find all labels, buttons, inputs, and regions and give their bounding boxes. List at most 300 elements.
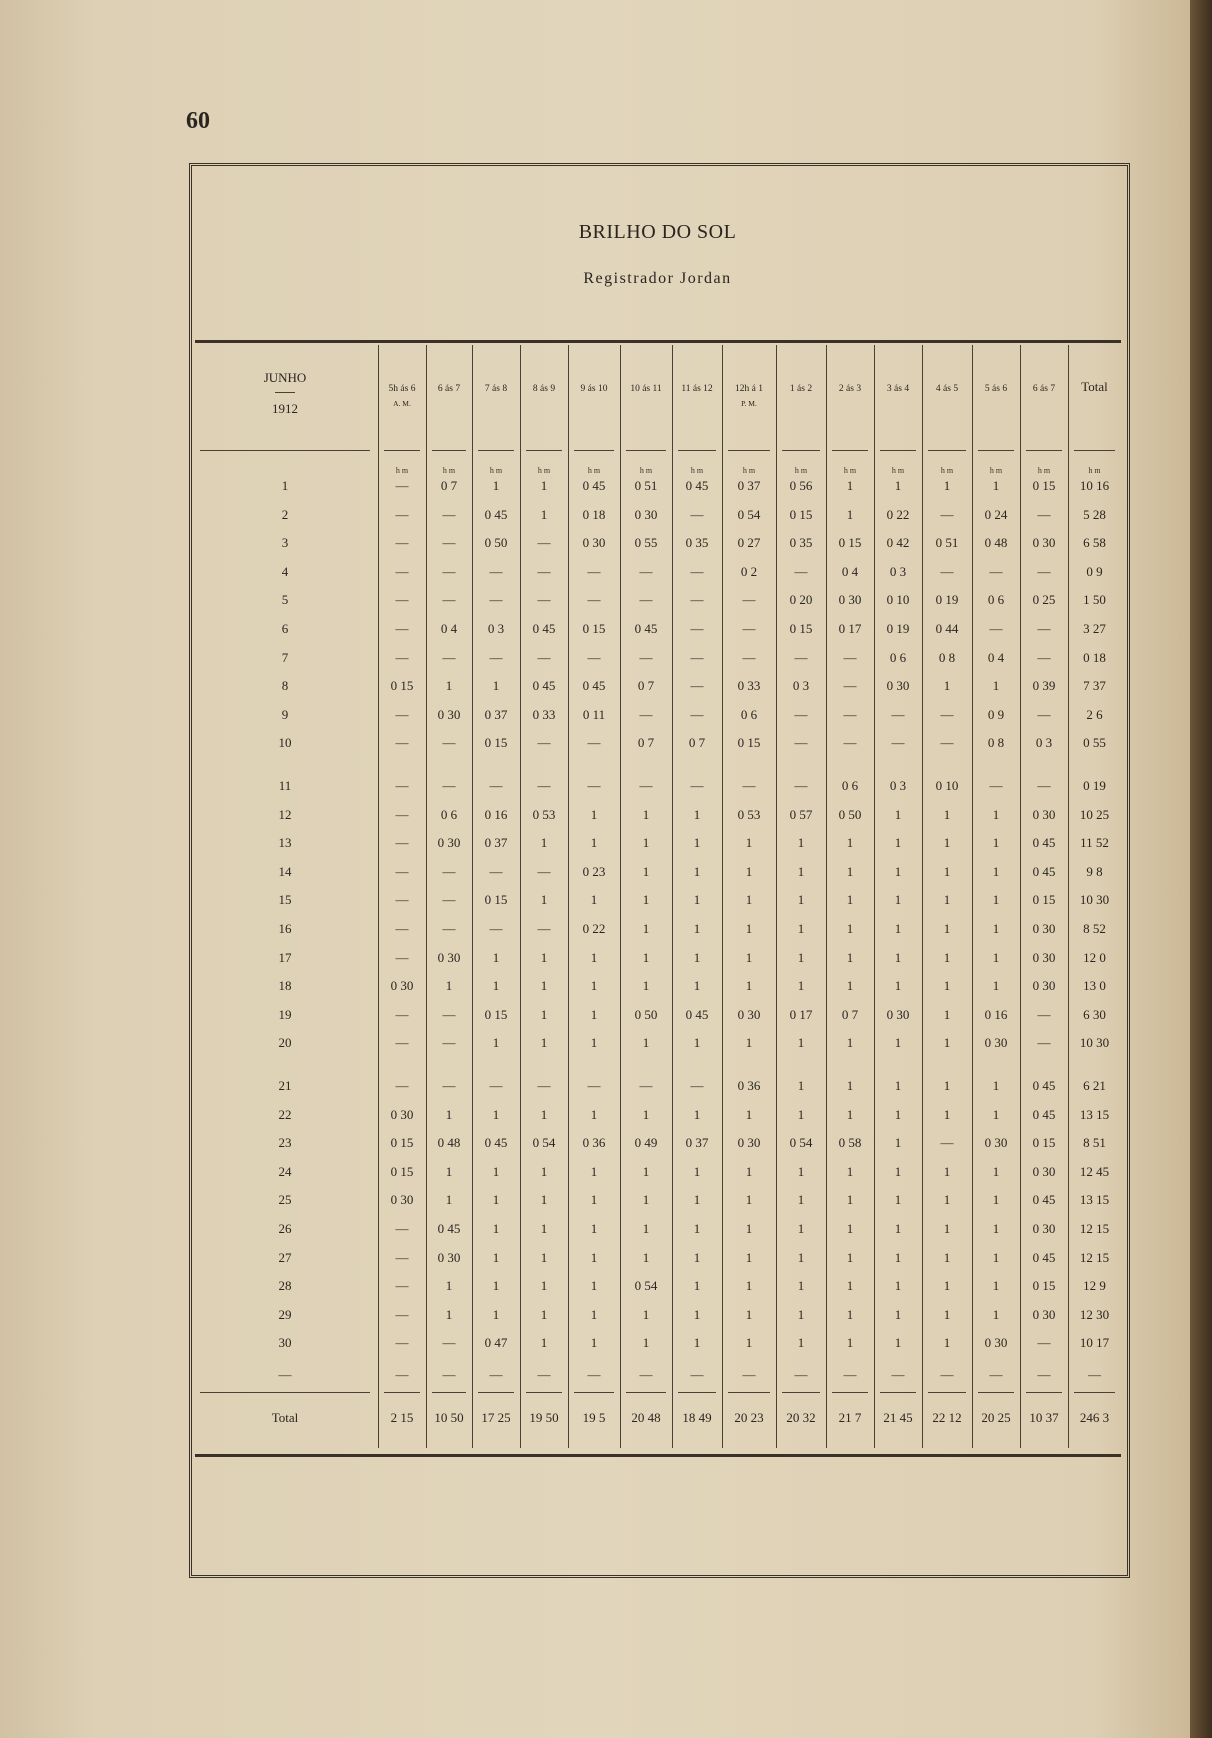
page-title: BRILHO DO SOL (578, 221, 737, 243)
column-header: 5 ás 6 (984, 384, 1008, 394)
table-cell: 1 (693, 1306, 701, 1322)
column-header: 8 ás 9 (532, 384, 556, 394)
table-cell: — (742, 592, 756, 608)
table-cell: 1 50 (1083, 592, 1106, 608)
table-cell: 1 (492, 1035, 500, 1051)
table-cell: — (690, 678, 704, 694)
table-cell: 0 30 (1032, 1163, 1056, 1179)
table-cell: 0 36 (582, 1135, 606, 1151)
table-cell: 1 (492, 978, 500, 994)
row-day: — (278, 1367, 292, 1382)
table-cell: 0 30 (737, 1006, 761, 1022)
table-cell: 1 (540, 478, 548, 493)
table-cell: 1 (492, 1249, 500, 1265)
header-rule (832, 450, 868, 451)
table-cell: 1 (642, 1192, 650, 1208)
table-cell: — (989, 621, 1003, 636)
table-cell: 6 30 (1083, 1006, 1106, 1022)
table-cell: 0 2 (740, 563, 758, 579)
table-cell: 0 30 (886, 1006, 910, 1022)
table-cell: — (690, 506, 704, 522)
table-cell: 1 (540, 1163, 548, 1179)
table-cell: 0 45 (437, 1221, 461, 1236)
table-cell: 0 53 (737, 806, 761, 822)
table-cell: 0 17 (789, 1006, 813, 1022)
table-cell: — (742, 649, 756, 665)
totals-cell: 21 7 (838, 1410, 862, 1425)
table-cell: 1 (492, 678, 500, 694)
table-cell: 0 15 (390, 1163, 414, 1179)
column-header: 10 ás 11 (630, 384, 662, 394)
table-cell: — (587, 1367, 601, 1382)
table-cell: 0 33 (737, 678, 761, 694)
table-cell: 1 (745, 978, 753, 994)
table-cell: 1 (797, 1221, 805, 1236)
table-cell: 1 (894, 863, 902, 879)
unit-label: h m (843, 466, 857, 475)
table-cell: 1 (943, 1006, 951, 1022)
row-day: 24 (278, 1163, 292, 1179)
table-cell: 11 52 (1080, 835, 1109, 851)
table-cell: 0 15 (582, 621, 606, 636)
table-cell: — (742, 1367, 756, 1382)
table-cell: 1 (745, 835, 753, 851)
table-cell: 1 (745, 1035, 753, 1051)
table-cell: 1 (846, 1221, 854, 1236)
table-cell: 1 (846, 1249, 854, 1265)
table-cell: 10 16 (1079, 478, 1110, 493)
unit-label: h m (690, 466, 704, 475)
column-header: 1 ás 2 (789, 384, 813, 394)
table-cell: 0 4 (987, 649, 1005, 665)
table-cell: 1 (943, 1192, 951, 1208)
row-day: 3 (281, 535, 289, 551)
table-cell: 0 16 (484, 806, 508, 822)
header-year: 1912 (272, 401, 298, 416)
row-day: 15 (278, 892, 292, 908)
header-rule (880, 450, 916, 451)
totals-cell: 22 12 (932, 1410, 962, 1425)
header-rule (574, 450, 614, 451)
table-cell: — (989, 1367, 1003, 1382)
table-cell: 0 51 (634, 478, 658, 493)
table-cell: 1 (992, 478, 1000, 493)
table-cell: 8 51 (1083, 1135, 1106, 1151)
table-cell: 1 (894, 806, 902, 822)
table-cell: — (794, 735, 808, 751)
table-cell: — (794, 1367, 808, 1382)
table-cell: — (442, 1078, 456, 1093)
table-cell: 0 4 (440, 621, 458, 636)
table-cell: 1 (797, 1278, 805, 1294)
table-cell: — (843, 735, 857, 751)
table-cell: 0 15 (789, 621, 813, 636)
table-cell: 1 (693, 1278, 701, 1294)
table-cell: 1 (943, 949, 951, 965)
table-cell: 0 24 (984, 506, 1008, 522)
table-cell: 0 6 (841, 778, 859, 793)
table-cell: 0 7 (440, 478, 458, 493)
table-cell: 9 8 (1086, 863, 1103, 879)
table-cell: 0 45 (1032, 1078, 1056, 1093)
table-cell: 1 (590, 835, 598, 851)
table-cell: 1 (642, 1249, 650, 1265)
table-cell: 0 30 (1032, 806, 1056, 822)
table-cell: — (940, 1367, 954, 1382)
table-cell: 1 (590, 1006, 598, 1022)
table-cell: 1 (445, 1192, 453, 1208)
totals-cell: 21 45 (883, 1410, 913, 1425)
table-cell: 1 (943, 1335, 951, 1351)
table-cell: 0 3 (487, 621, 505, 636)
table-cell: — (395, 1278, 409, 1294)
table-cell: 1 (745, 1306, 753, 1322)
table-cell: 0 44 (935, 621, 959, 636)
totals-rule (678, 1392, 716, 1393)
table-cell: 0 45 (1032, 1106, 1056, 1122)
table-cell: 0 8 (938, 649, 956, 665)
unit-label: h m (1088, 466, 1101, 475)
table-cell: 3 27 (1083, 621, 1106, 636)
table-cell: 1 (797, 1078, 805, 1093)
book-spine (1190, 0, 1212, 1738)
table-cell: — (537, 735, 551, 751)
table-cell: 0 30 (886, 678, 910, 694)
table-cell: — (489, 1367, 503, 1382)
table-cell: 1 (693, 863, 701, 879)
table-cell: 1 (943, 1078, 951, 1093)
totals-cell: 20 32 (786, 1410, 816, 1425)
table-cell: 0 7 (637, 735, 655, 751)
table-cell: 1 (992, 1192, 1000, 1208)
table-cell: 1 (745, 1221, 753, 1236)
header-rule (1026, 450, 1062, 451)
table-cell: — (395, 478, 409, 493)
table-cell: — (395, 921, 409, 936)
table-cell: 1 (492, 1306, 500, 1322)
row-day: 17 (278, 949, 292, 965)
header-rule (432, 450, 466, 451)
table-cell: — (395, 563, 409, 579)
table-cell: 0 18 (1083, 649, 1106, 665)
table-cell: — (1037, 1335, 1051, 1351)
table-cell: 1 (540, 949, 548, 965)
totals-rule (200, 1392, 370, 1393)
table-cell: 1 (445, 1306, 453, 1322)
row-day: 23 (278, 1135, 292, 1151)
table-cell: — (442, 892, 456, 908)
table-cell: — (1037, 649, 1051, 665)
unit-label: h m (891, 466, 905, 475)
table-cell: — (1037, 1006, 1051, 1022)
header-rule (200, 450, 370, 451)
table-cell: 10 30 (1079, 892, 1110, 908)
table-cell: 0 19 (886, 621, 910, 636)
table-cell: 1 (590, 1221, 598, 1236)
table-cell: 1 (846, 1163, 854, 1179)
table-cell: 1 (943, 1106, 951, 1122)
table-cell: 1 (745, 863, 753, 879)
table-cell: 1 (540, 1335, 548, 1351)
table-cell: 1 (540, 978, 548, 994)
table-cell: 1 (894, 1078, 902, 1093)
table-cell: 0 3 (889, 778, 907, 793)
table-cell: 1 (642, 1221, 650, 1236)
table-cell: — (395, 506, 409, 522)
table-cell: — (639, 649, 653, 665)
table-cell: 1 (894, 1163, 902, 1179)
totals-cell: 19 5 (582, 1410, 606, 1425)
row-day: 30 (278, 1335, 292, 1351)
table-cell: 1 (745, 921, 753, 936)
table-cell: 1 (894, 1249, 902, 1265)
table-cell: — (395, 1249, 409, 1265)
table-cell: 0 54 (532, 1135, 556, 1151)
table-cell: 1 (590, 892, 598, 908)
table-cell: 1 (797, 1163, 805, 1179)
table-cell: 1 (943, 1249, 951, 1265)
table-cell: 1 (992, 1163, 1000, 1179)
table-cell: — (395, 535, 409, 551)
table-cell: — (690, 706, 704, 722)
table-cell: 0 16 (984, 1006, 1008, 1022)
table-cell: 1 (642, 1163, 650, 1179)
totals-rule (574, 1392, 614, 1393)
table-cell: 1 (590, 1306, 598, 1322)
unit-label: h m (794, 466, 808, 475)
table-cell: — (891, 706, 905, 722)
table-cell: 0 45 (484, 1135, 508, 1151)
table-cell: 0 37 (685, 1135, 709, 1151)
table-cell: 0 50 (484, 535, 508, 551)
table-cell: 1 (992, 949, 1000, 965)
table-cell: 0 9 (987, 706, 1005, 722)
table-cell: 1 (992, 1221, 1000, 1236)
table-cell: 0 30 (437, 706, 461, 722)
table-cell: 1 (894, 1035, 902, 1051)
table-cell: 1 (943, 1221, 951, 1236)
totals-cell: 10 50 (434, 1410, 464, 1425)
table-cell: 12 45 (1079, 1163, 1110, 1179)
table-cell: 1 (492, 1221, 500, 1236)
table-cell: 1 (540, 1306, 548, 1322)
table-cell: — (587, 649, 601, 665)
table-cell: 1 (943, 478, 951, 493)
table-cell: 0 33 (532, 706, 556, 722)
table-cell: — (794, 649, 808, 665)
table-cell: 0 20 (789, 592, 813, 608)
table-cell: 0 8 (987, 735, 1005, 751)
table-cell: 1 (492, 1163, 500, 1179)
table-cell: 1 (693, 978, 701, 994)
table-cell: 0 6 (740, 706, 758, 722)
table-cell: 0 3 (889, 563, 907, 579)
table-cell: — (395, 1035, 409, 1051)
table-cell: 0 23 (582, 863, 606, 879)
table-cell: — (639, 592, 653, 608)
table-cell: 1 (894, 921, 902, 936)
table-cell: 1 (642, 921, 650, 936)
table-cell: 1 (797, 835, 805, 851)
table-cell: — (537, 1367, 551, 1382)
table-cell: 0 10 (886, 592, 910, 608)
table-cell: 1 (590, 1106, 598, 1122)
totals-rule (478, 1392, 514, 1393)
totals-rule (384, 1392, 420, 1393)
table-cell: 0 22 (886, 506, 910, 522)
totals-cell: 2 15 (390, 1410, 414, 1425)
table-cell: 1 (846, 478, 854, 493)
column-header: 12h á 1 (735, 384, 763, 394)
table-cell: — (442, 649, 456, 665)
table-cell: 0 42 (886, 535, 910, 551)
table-cell: — (442, 735, 456, 751)
table-cell: 0 6 (440, 806, 458, 822)
table-cell: 0 30 (737, 1135, 761, 1151)
table-cell: 1 (943, 921, 951, 936)
row-day: 18 (278, 978, 292, 994)
table-cell: 1 (745, 1163, 753, 1179)
table-cell: 1 (445, 1163, 453, 1179)
table-cell: — (940, 506, 954, 522)
table-cell: 1 (894, 1135, 902, 1151)
row-day: 13 (278, 835, 292, 851)
table-cell: 1 (540, 1106, 548, 1122)
table-cell: 0 45 (582, 478, 606, 493)
totals-cell: 246 3 (1079, 1410, 1110, 1425)
row-day: 26 (278, 1221, 292, 1236)
table-cell: — (1037, 563, 1051, 579)
table-cell: 0 37 (737, 478, 761, 493)
table-cell: 1 (540, 1278, 548, 1294)
unit-label: h m (639, 466, 653, 475)
table-cell: — (489, 563, 503, 579)
header-month-rule (275, 392, 295, 393)
table-cell: 0 30 (390, 1106, 414, 1122)
table-cell: 1 (590, 949, 598, 965)
table-cell: 1 (693, 806, 701, 822)
table-cell: 1 (797, 949, 805, 965)
table-cell: — (442, 1367, 456, 1382)
table-cell: 1 (846, 835, 854, 851)
table-cell: 1 (846, 949, 854, 965)
totals-cell: 10 37 (1029, 1410, 1059, 1425)
row-day: 19 (278, 1006, 292, 1022)
table-cell: — (442, 1035, 456, 1051)
table-cell: 0 50 (634, 1006, 658, 1022)
table-cell: — (690, 649, 704, 665)
table-cell: 1 (693, 1221, 701, 1236)
table-cell: 6 58 (1083, 535, 1106, 551)
table-cell: — (537, 921, 551, 936)
totals-cell: 19 50 (529, 1410, 559, 1425)
table-cell: — (690, 592, 704, 608)
unit-label: h m (489, 466, 503, 475)
table-cell: 8 52 (1083, 921, 1106, 936)
table-cell: 1 (894, 1278, 902, 1294)
header-rule (626, 450, 666, 451)
table-cell: 1 (693, 921, 701, 936)
table-cell: — (489, 649, 503, 665)
column-header: 7 ás 8 (484, 384, 508, 394)
row-day: 21 (278, 1078, 292, 1093)
table-cell: 0 30 (634, 506, 658, 522)
table-cell: 1 (445, 978, 453, 994)
table-cell: 1 (590, 806, 598, 822)
table-cell: — (395, 592, 409, 608)
table-cell: 1 (693, 892, 701, 908)
table-cell: 0 45 (484, 506, 508, 522)
table-cell: 1 (642, 1306, 650, 1322)
table-cell: 1 (846, 506, 854, 522)
table-cell: — (395, 621, 409, 636)
table-cell: — (587, 778, 601, 793)
table-cell: — (442, 778, 456, 793)
table-cell: — (395, 1078, 409, 1093)
table-cell: — (940, 706, 954, 722)
table-cell: 0 51 (935, 535, 959, 551)
table-cell: 0 15 (1032, 892, 1056, 908)
totals-rule (978, 1392, 1014, 1393)
table-cell: 1 (797, 1306, 805, 1322)
table-cell: 1 (992, 1306, 1000, 1322)
column-header: 6 ás 7 (437, 384, 461, 394)
table-cell: 1 (590, 1035, 598, 1051)
table-cell: 0 53 (532, 806, 556, 822)
header-rule (782, 450, 820, 451)
table-cell: 0 50 (838, 806, 862, 822)
table-cell: 10 30 (1079, 1035, 1110, 1051)
header-rule (728, 450, 770, 451)
table-cell: — (639, 563, 653, 579)
unit-label: h m (395, 466, 409, 475)
table-cell: 1 (943, 806, 951, 822)
table-cell: 1 (943, 1306, 951, 1322)
table-cell: — (442, 1335, 456, 1351)
table-cell: — (843, 649, 857, 665)
row-day: 16 (278, 921, 292, 936)
table-cell: 0 7 (841, 1006, 859, 1022)
table-cell: 0 45 (1032, 1192, 1056, 1208)
table-cell: — (395, 1221, 409, 1236)
table-cell: 0 22 (582, 921, 606, 936)
unit-label: h m (442, 466, 456, 475)
table-cell: 1 (745, 1249, 753, 1265)
totals-rule (782, 1392, 820, 1393)
table-cell: 0 15 (1032, 1278, 1056, 1294)
table-cell: 1 (797, 1106, 805, 1122)
table-cell: 0 19 (1083, 778, 1106, 793)
table-cell: — (537, 535, 551, 551)
row-day: 7 (281, 649, 289, 665)
table-cell: 1 (846, 978, 854, 994)
table-cell: 0 45 (582, 678, 606, 694)
table-cell: — (442, 535, 456, 551)
table-cell: 1 (445, 1278, 453, 1294)
table-cell: 1 (992, 1078, 1000, 1093)
table-cell: 1 (540, 1006, 548, 1022)
table-cell: 0 30 (437, 1249, 461, 1265)
table-cell: 0 30 (984, 1135, 1008, 1151)
table-cell: 1 (540, 835, 548, 851)
table-cell: 0 7 (637, 678, 655, 694)
table-cell: 1 (992, 921, 1000, 936)
header-rule (526, 450, 562, 451)
table-cell: 1 (992, 835, 1000, 851)
table-cell: 1 (846, 863, 854, 879)
table-cell: 0 30 (390, 1192, 414, 1208)
table-cell: 1 (745, 1106, 753, 1122)
